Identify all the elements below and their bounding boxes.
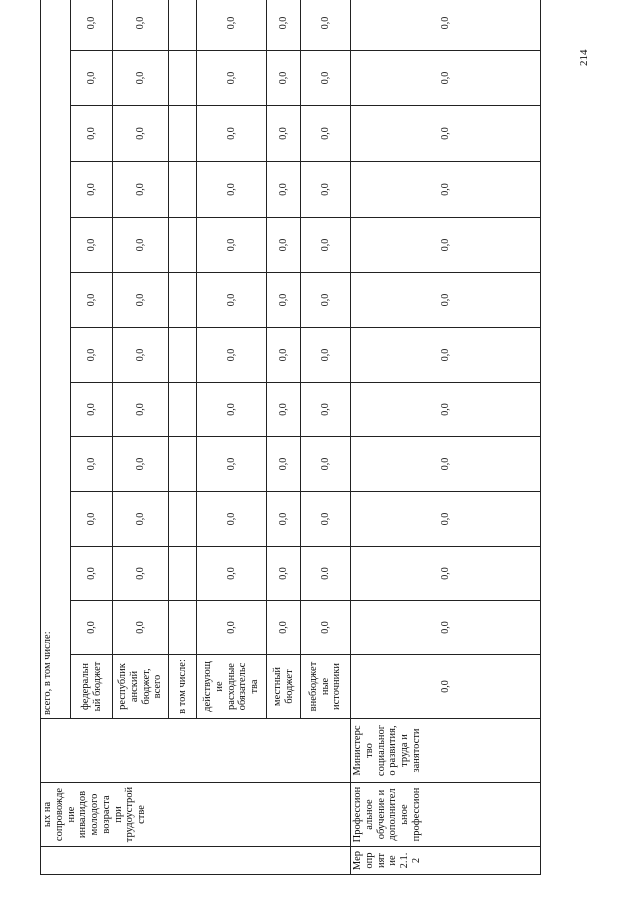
value-cell: 0,0: [351, 437, 541, 492]
value-cell: 0,0: [301, 328, 351, 383]
row-label: республик анский бюджет, всего: [113, 655, 169, 719]
value-cell: 0,0: [301, 106, 351, 162]
budget-table: [40, 0, 541, 875]
blank-executor-cell: [41, 719, 351, 783]
value-cell: 0,0: [351, 273, 541, 328]
value-cell: 0,0: [267, 273, 301, 328]
value-cell: 0,0: [197, 437, 267, 492]
value-cell: 0,0: [267, 218, 301, 273]
value-cell: 0,0: [113, 383, 169, 437]
value-cell: [169, 162, 197, 218]
value-cell: 0,0: [301, 492, 351, 547]
value-cell: 0,0: [267, 383, 301, 437]
value-cell: 0,0: [267, 437, 301, 492]
value-cell: 0,0: [71, 383, 113, 437]
value-cell: 0,0: [71, 0, 113, 51]
value-cell: 0,0: [351, 0, 541, 51]
value-cell: 0,0: [113, 328, 169, 383]
row-label: внебюджет ные источники: [301, 655, 351, 719]
value-cell: [169, 437, 197, 492]
value-cell: 0,0: [267, 492, 301, 547]
value-cell: 0,0: [71, 218, 113, 273]
value-cell: 0,0: [113, 0, 169, 51]
value-cell: [169, 328, 197, 383]
value-cell: [169, 218, 197, 273]
table-row: [351, 0, 541, 875]
value-cell: 0,0: [351, 601, 541, 655]
measure-code: Мер опр ият ие 2.1. 2: [351, 847, 541, 875]
value-cell: [169, 106, 197, 162]
value-cell: 0,0: [113, 51, 169, 106]
value-cell: 0,0: [301, 218, 351, 273]
page-number: 214: [578, 49, 590, 66]
value-cell: 0,0: [301, 273, 351, 328]
value-cell: 0,0: [197, 328, 267, 383]
value-cell: 0,0: [351, 106, 541, 162]
value-cell: 0,0: [197, 106, 267, 162]
value-cell: 0,0: [267, 328, 301, 383]
value-cell: 0,0: [71, 273, 113, 328]
value-cell: 0,0: [301, 601, 351, 655]
value-cell: 0,0: [197, 218, 267, 273]
value-cell: 0,0: [351, 218, 541, 273]
value-cell: 0,0: [71, 328, 113, 383]
value-cell: 0,0: [197, 547, 267, 601]
value-cell: 0,0: [267, 162, 301, 218]
row-label: федеральн ый бюджет: [71, 655, 113, 719]
value-cell: 0,0: [351, 328, 541, 383]
value-cell: 0,0: [113, 492, 169, 547]
value-cell: 0,0: [301, 162, 351, 218]
total-label: всего, в том числе:: [41, 0, 71, 719]
row-label: местный бюджет: [267, 655, 301, 719]
value-cell: 0,0: [71, 601, 113, 655]
value-cell: 0,0: [267, 106, 301, 162]
rotated-budget-table-page: [40, 16, 540, 875]
value-cell: 0,0: [267, 0, 301, 51]
value-cell: 0,0: [267, 51, 301, 106]
value-cell: [169, 51, 197, 106]
value-cell: [169, 383, 197, 437]
value-cell: 0,0: [267, 547, 301, 601]
value-cell: 0.0: [301, 547, 351, 601]
value-cell: 0,0: [71, 437, 113, 492]
value-cell: 0,0: [301, 383, 351, 437]
value-cell: 0,0: [351, 655, 541, 719]
value-cell: 0,0: [351, 162, 541, 218]
measure-name: Профессион альное обучение и дополнител ьное профессион: [351, 783, 541, 847]
value-cell: 0,0: [113, 162, 169, 218]
value-cell: 0,0: [71, 51, 113, 106]
value-cell: 0,0: [71, 162, 113, 218]
value-cell: 0,0: [301, 51, 351, 106]
value-cell: 0,0: [301, 437, 351, 492]
indicator-text: ых на сопровожде ние инвалидов молодого возраста при трудоустрой стве: [41, 783, 351, 847]
value-cell: [169, 601, 197, 655]
value-cell: 0,0: [351, 383, 541, 437]
value-cell: 0,0: [113, 106, 169, 162]
value-cell: 0,0: [197, 273, 267, 328]
value-cell: 0,0: [351, 492, 541, 547]
value-cell: 0,0: [113, 601, 169, 655]
value-cell: 0,0: [71, 547, 113, 601]
value-cell: 0,0: [267, 601, 301, 655]
value-cell: 0,0: [197, 162, 267, 218]
value-cell: 0,0: [113, 273, 169, 328]
value-cell: 0,0: [71, 106, 113, 162]
value-cell: 0,0: [197, 0, 267, 51]
value-cell: 0,0: [71, 492, 113, 547]
value-cell: 0,0: [301, 0, 351, 51]
value-cell: 0,0: [197, 383, 267, 437]
value-cell: 0,0: [197, 601, 267, 655]
value-cell: 0,0: [113, 547, 169, 601]
value-cell: 0,0: [113, 437, 169, 492]
value-cell: 0,0: [113, 218, 169, 273]
row-label: в том числе:: [169, 655, 197, 719]
value-cell: 0,0: [197, 51, 267, 106]
row-label: действующ ие расходные обязательс тва: [197, 655, 267, 719]
value-cell: 0,0: [351, 547, 541, 601]
value-cell: [169, 547, 197, 601]
value-cell: [169, 492, 197, 547]
value-cell: 0,0: [197, 492, 267, 547]
value-cell: 0,0: [351, 51, 541, 106]
measure-executor: Министерс тво социальног о развития, труда и занятости: [351, 719, 541, 783]
value-cell: [169, 273, 197, 328]
value-cell: [169, 0, 197, 51]
table-row: [41, 0, 71, 875]
blank-code-cell: [41, 847, 351, 875]
